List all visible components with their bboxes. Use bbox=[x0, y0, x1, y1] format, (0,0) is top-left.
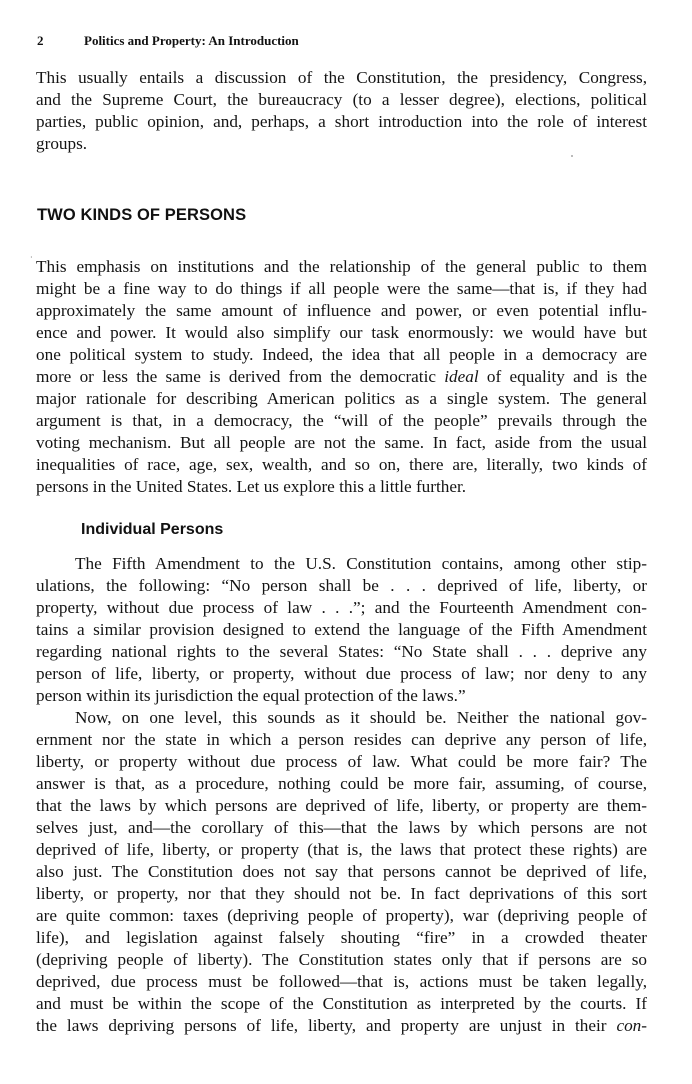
text-line: ence and power. It would also simplify our task enormously: we would have but bbox=[36, 323, 647, 342]
scan-mark: · bbox=[30, 253, 33, 262]
running-head-title: Politics and Property: An Introduction bbox=[84, 33, 299, 48]
text-line: one political system to study. Indeed, the idea that all people in a democracy are bbox=[36, 345, 647, 364]
text-line: argument is that, in a democracy, the “will of the people” prevails through the bbox=[36, 411, 647, 430]
text-line: that the laws by which persons are deprived of life, liberty, or property are them- bbox=[36, 796, 647, 815]
text-line: approximately the same amount of influence and power, or even potential influ- bbox=[36, 301, 647, 320]
subsection-heading: Individual Persons bbox=[81, 521, 224, 538]
text-line: parties, public opinion, and, perhaps, a short introduction into the role of interest bbox=[36, 112, 647, 131]
text-line: persons in the United States. Let us explore this a little further. bbox=[36, 477, 467, 496]
text-line: groups. bbox=[36, 134, 88, 153]
text-line: The Fifth Amendment to the U.S. Constitution contains, among other stip- bbox=[75, 554, 647, 573]
text-line: are quite common: taxes (depriving people of property), war (depriving people of bbox=[36, 906, 647, 925]
running-head bbox=[37, 33, 299, 49]
italic-word: con- bbox=[616, 1016, 647, 1035]
text-line: inequalities of race, age, sex, wealth, and so on, there are, literally, two kinds of bbox=[36, 455, 647, 474]
text-line: and the Supreme Court, the bureaucracy (to a lesser degree), elections, political bbox=[36, 90, 647, 109]
text-line: person of life, liberty, or property, without due process of law; nor deny to any bbox=[36, 664, 647, 683]
text-line: This usually entails a discussion of the Constitution, the presidency, Congress, bbox=[36, 68, 647, 87]
text-line: deprived, due process must be followed—that is, actions must be taken legally, bbox=[36, 972, 647, 991]
text-line: liberty, or property without due process of law. What could be more fair? The bbox=[36, 752, 647, 771]
text-line: and must be within the scope of the Constitution as interpreted by the courts. If bbox=[36, 994, 647, 1013]
text-line: might be a fine way to do things if all people were the same—that is, if they had bbox=[36, 279, 647, 298]
subsection-paragraph-2 bbox=[36, 707, 647, 1037]
text-line: ulations, the following: “No person shall be . . . deprived of life, liberty, or bbox=[36, 576, 647, 595]
text-line: life), and legislation against falsely shouting “fire” in a crowded theater bbox=[36, 928, 647, 947]
text-line bbox=[36, 366, 647, 388]
text-line bbox=[36, 1015, 647, 1037]
page-number: 2 bbox=[37, 33, 44, 48]
text-line: deprived of life, liberty, or property (that is, the laws that protect these rights) are bbox=[36, 840, 647, 859]
text-line: Now, on one level, this sounds as it should be. Neither the national gov- bbox=[75, 708, 647, 727]
text-line: tains a similar provision designed to extend the language of the Fifth Amendment bbox=[36, 620, 647, 639]
text-line: major rationale for describing American politics as a single system. The general bbox=[36, 389, 647, 408]
intro-paragraph bbox=[36, 67, 647, 155]
italic-word: ideal bbox=[444, 367, 479, 386]
text-line: ernment nor the state in which a person resides can deprive any person of life, bbox=[36, 730, 647, 749]
section-paragraph bbox=[36, 256, 647, 498]
subsection-paragraph-1 bbox=[36, 553, 647, 707]
text-line: answer is that, as a procedure, nothing could be more fair, assuming, of course, bbox=[36, 774, 647, 793]
text-line: also just. The Constitution does not say that persons cannot be deprived of life, bbox=[36, 862, 647, 881]
text-line: selves just, and—the corollary of this—that the laws by which persons are not bbox=[36, 818, 647, 837]
text-line: regarding national rights to the several States: “No State shall . . . deprive any bbox=[36, 642, 647, 661]
scan-speck bbox=[571, 155, 573, 157]
section-heading: TWO KINDS OF PERSONS bbox=[37, 206, 247, 224]
text-line: liberty, or property, nor that they should not be. In fact deprivations of this sort bbox=[36, 884, 647, 903]
text-line: (depriving people of liberty). The Constitution states only that if persons are so bbox=[36, 950, 647, 969]
text-segment: of equality and is the bbox=[478, 367, 647, 386]
text-line: voting mechanism. But all people are not the same. In fact, aside from the usual bbox=[36, 433, 647, 452]
text-line: property, without due process of law . . .”; and the Fourteenth Amendment con- bbox=[36, 598, 647, 617]
text-segment: the laws depriving persons of life, liberty, and property are unjust in their bbox=[36, 1016, 617, 1035]
text-line: person within its jurisdiction the equal protection of the laws.” bbox=[36, 686, 466, 705]
text-line: This emphasis on institutions and the relationship of the general public to them bbox=[36, 257, 647, 276]
text-segment: more or less the same is derived from the democratic bbox=[36, 367, 445, 386]
